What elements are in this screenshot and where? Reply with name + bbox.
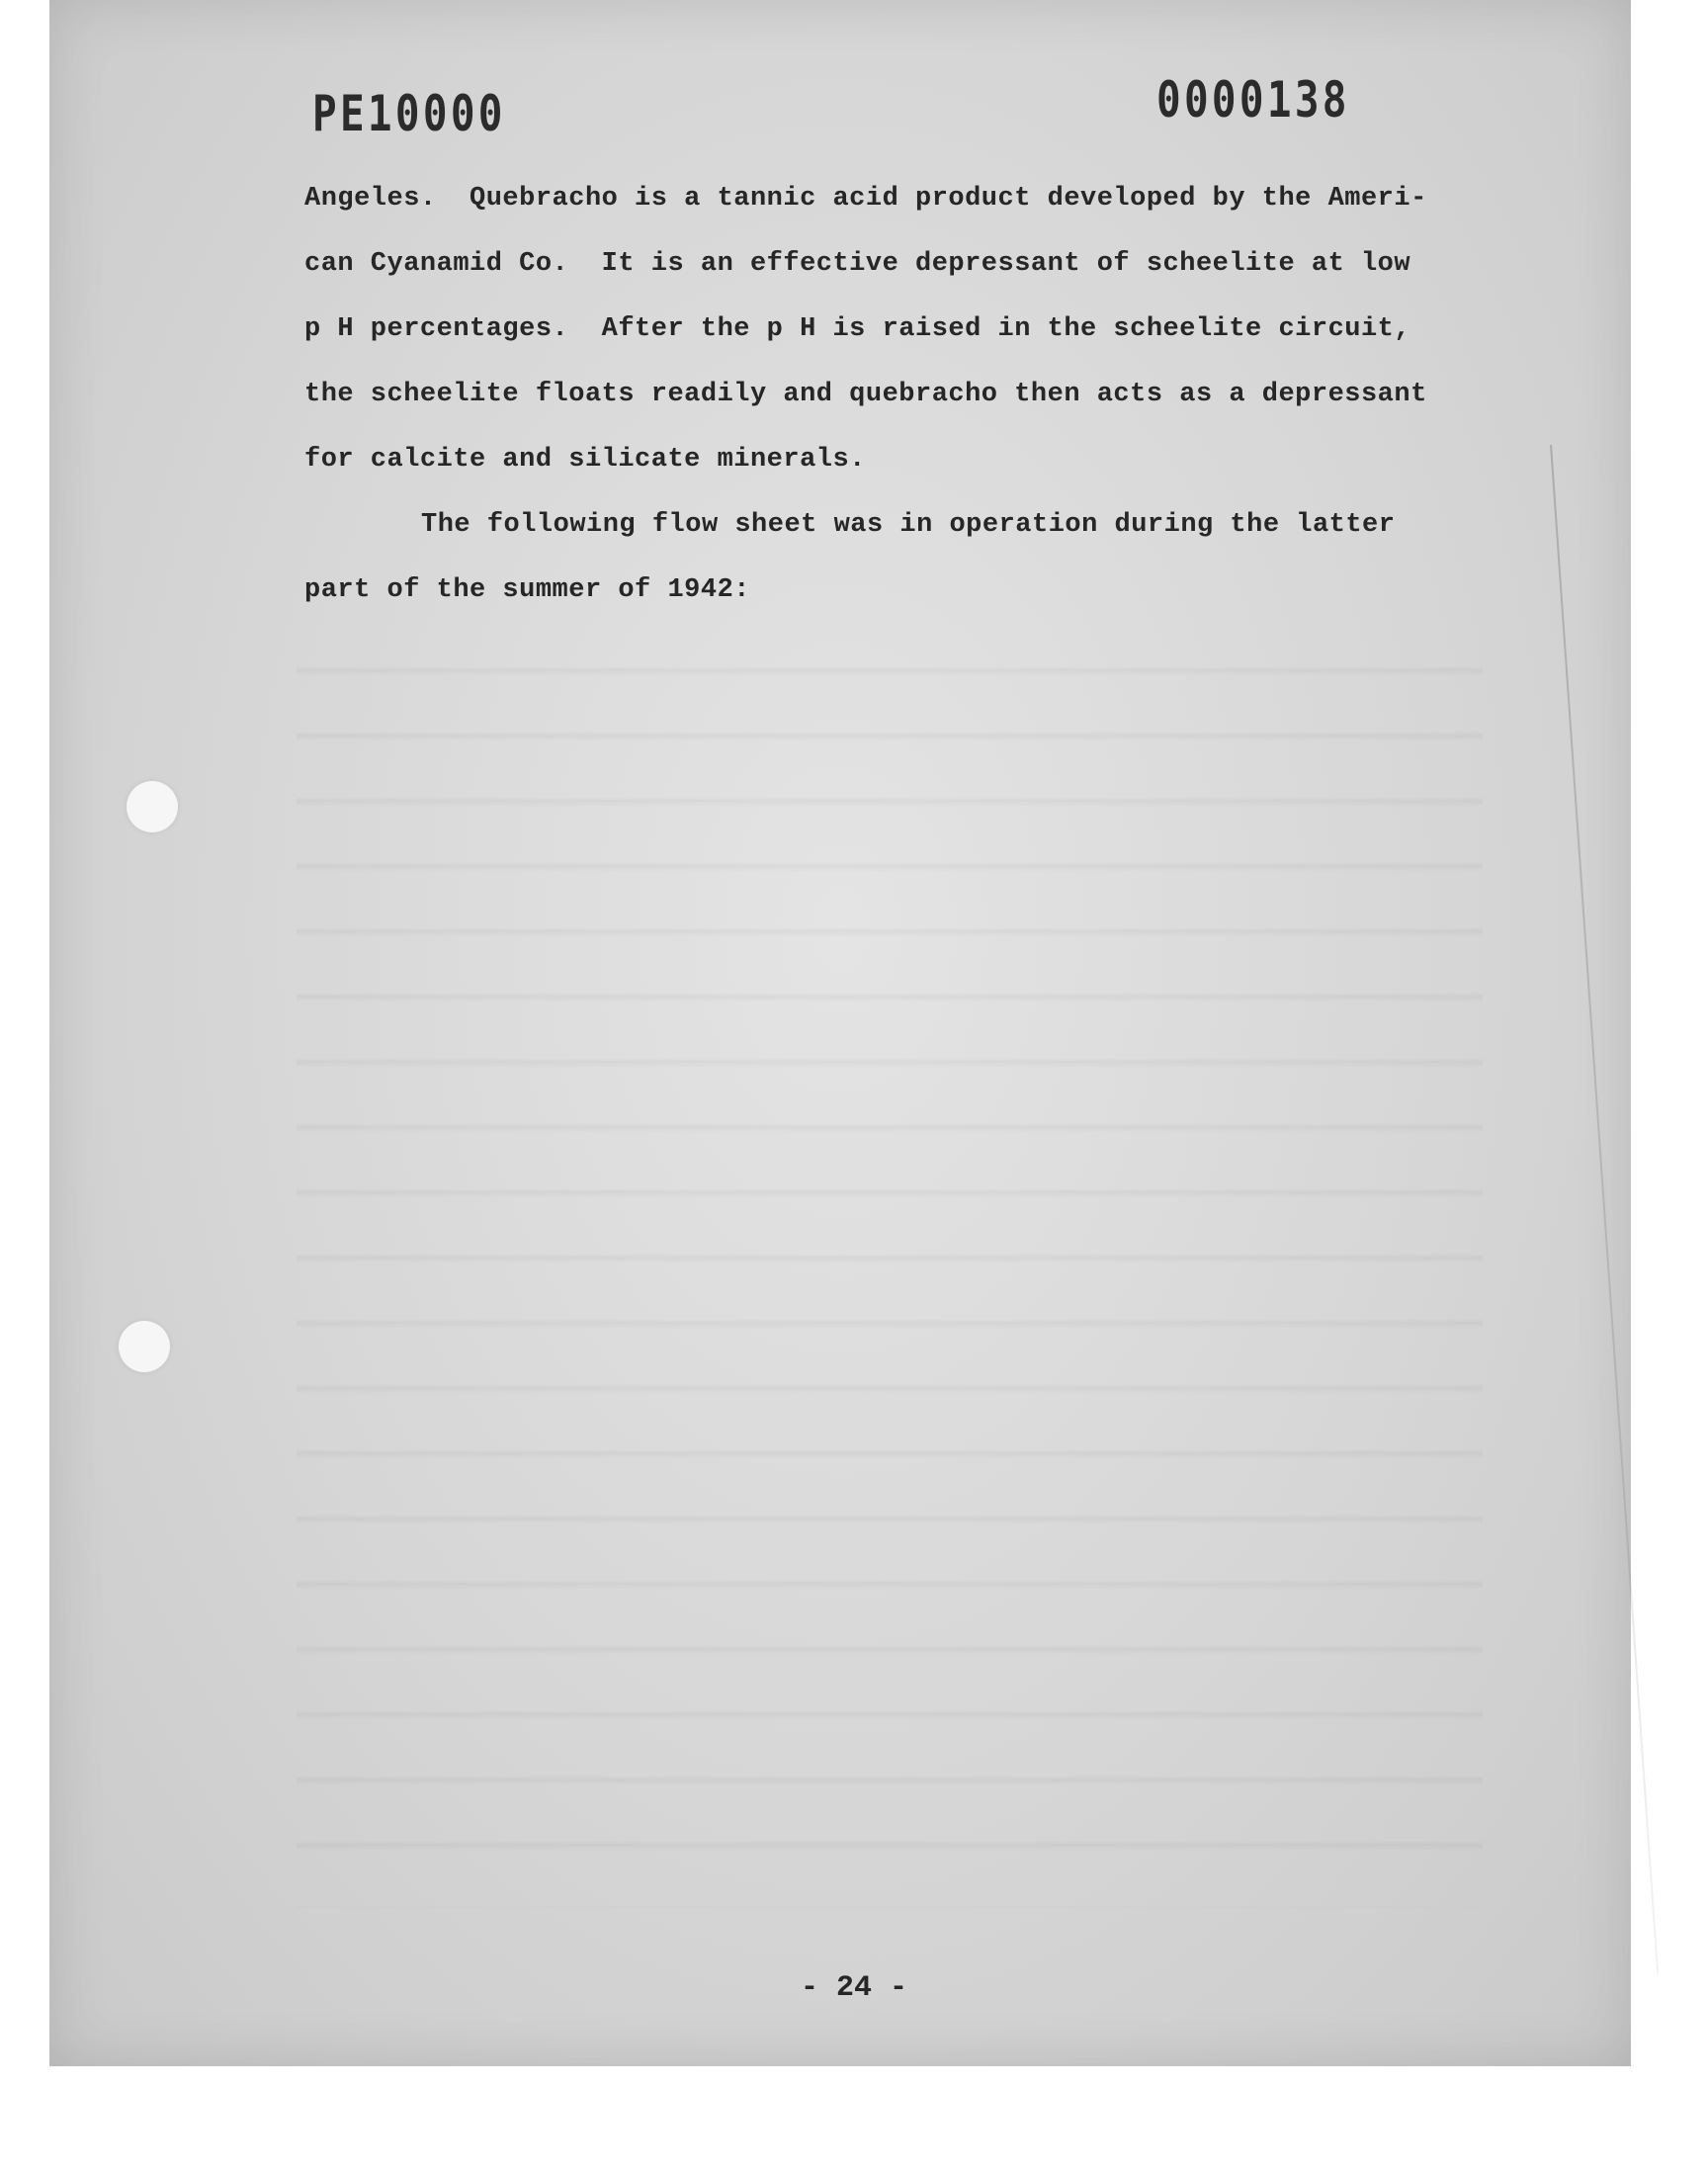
body-text bbox=[304, 166, 1441, 623]
text-line: Angeles. Quebracho is a tannic acid product developed by the Ameri- bbox=[304, 184, 1427, 214]
page-number: - 24 - bbox=[800, 1971, 908, 2005]
text-line: The following flow sheet was in operation during the latter bbox=[421, 510, 1396, 540]
show-through-text bbox=[297, 623, 1483, 1908]
text-line: can Cyanamid Co. It is an effective depressant of scheelite at low bbox=[304, 249, 1411, 279]
page-sequence-stamp: 0000138 bbox=[1156, 71, 1350, 129]
document-id-stamp: PE10000 bbox=[312, 85, 506, 142]
text-line: for calcite and silicate minerals. bbox=[304, 445, 866, 475]
text-line: p H percentages. After the p H is raised in the scheelite circuit, bbox=[304, 314, 1411, 344]
punch-hole-upper bbox=[127, 781, 178, 832]
text-line: part of the summer of 1942: bbox=[304, 575, 750, 605]
punch-hole-lower bbox=[119, 1321, 170, 1372]
text-line: the scheelite floats readily and quebracho then acts as a depressant bbox=[304, 380, 1427, 409]
paper-crease bbox=[1550, 445, 1659, 1973]
